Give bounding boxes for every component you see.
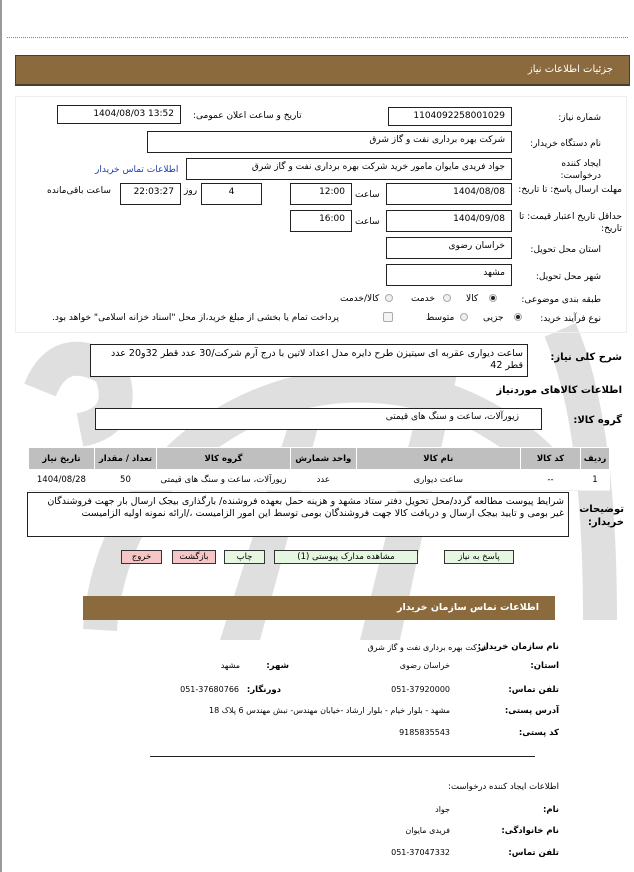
province-field: خراسان رضوی [386,237,512,259]
cell-name: ساعت دیواری [356,470,520,491]
contact-phone-label: تلفن تماس: [508,685,559,695]
table-row [29,470,610,491]
back-button[interactable]: بازگشت [172,550,216,564]
buyer-org-field: شرکت بهره برداری نفت و گاز شرق [147,131,512,153]
price-valid-time-field: 16:00 [290,210,352,232]
goods-table-header [29,448,610,470]
treasury-checkbox-label: پرداخت تمام یا بخشی از مبلغ خرید،از محل "اسناد خزانه اسلامی" خواهد بود. [52,313,340,323]
col-row: ردیف [581,448,610,470]
remaining-time-field: 22:03:27 [120,183,181,205]
page-border [0,0,2,872]
price-valid-label: حداقل تاریخ اعتبار قیمت: تا تاریخ: [519,212,622,234]
cell-qty: 50 [94,470,156,491]
cell-group: زیورآلات، ساعت و سنگ های قیمتی [157,470,291,491]
buyer-org-label: نام دستگاه خریدار: [530,139,601,149]
creator-last-name-label: نام خانوادگی: [501,826,559,836]
announce-label: تاریخ و ساعت اعلان عمومی: [193,111,302,121]
creator-info-title: اطلاعات ایجاد کننده درخواست: [448,782,559,792]
contact-city-label: شهر: [266,661,289,671]
creator-phone-value: 051-37047332 [391,848,450,857]
contact-province-value: خراسان رضوی [399,661,450,670]
deadline-label: مهلت ارسال پاسخ: تا تاریخ: [518,185,622,195]
contact-address-label: آدرس پستی: [504,706,559,716]
creator-phone-label: تلفن تماس: [508,848,559,858]
goods-group-label: گروه کالا: [573,415,622,426]
buyer-notes-field: شرایط پیوست مطالعه گردد/محل تحویل دفتر ستاد مشهد و هزینه حمل بعهده فروشنده/ بارگذاری بیجک ارسال بار جهت فروشندگان غیر بومی و تایید بیجک ارسال و دریافت کالا جهت فروشندگان بومی توسط این امور الزامیست ،/ارائه نمونه اولیه الزامیست [27,492,569,537]
contact-org-value: شرکت بهره برداری نفت و گاز شرق [367,643,488,652]
creator-first-name-label: نام: [542,805,559,815]
contact-postal-value: 9185835543 [399,728,450,737]
process-radio-medium[interactable] [460,313,468,321]
deadline-date-field: 1404/08/08 [386,183,512,205]
remaining-label: ساعت باقی‌مانده [47,186,111,196]
print-button[interactable]: چاپ [224,550,265,564]
category-radio-service[interactable] [443,294,451,302]
category-option-service: خدمت [411,294,435,304]
top-divider [7,37,628,38]
creator-label: ایجاد کننده درخواست: [560,159,601,181]
contact-city-value: مشهد [220,661,240,670]
creator-field: جواد فریدی مایوان مامور خرید شرکت بهره برداری نفت و گاز شرق [186,158,512,180]
contact-org-label: نام سازمان خریدار: [477,642,559,652]
buyer-notes-label: توضیحات خریدار: [579,504,624,528]
exit-button[interactable]: خروج [121,550,162,564]
contact-fax-label: دورنگار: [246,685,281,695]
col-group: گروه کالا [157,448,291,470]
details-header [15,55,630,86]
col-unit: واحد شمارش [290,448,356,470]
price-valid-date-field: 1404/09/08 [386,210,512,232]
contact-address-value: مشهد - بلوار خیام - بلوار ارشاد -خیابان مهندس- نبش مهندس 6 پلاک 18 [209,706,450,715]
contact-divider [150,756,535,757]
process-option-minor: جزیی [483,313,504,323]
col-qty: تعداد / مقدار [94,448,156,470]
col-name: نام کالا [356,448,520,470]
contact-phone-value: 051-37920000 [391,685,450,694]
category-option-both: کالا/خدمت [340,294,380,304]
col-code: کد کالا [520,448,580,470]
treasury-checkbox[interactable] [383,312,393,322]
process-radio-minor[interactable] [514,313,522,321]
details-title: جزئیات اطلاعات نیاز [527,64,613,75]
contact-header [83,596,555,620]
category-label: طبقه بندی موضوعی: [521,295,601,305]
contact-fax-value: 051-37680766 [180,685,239,694]
cell-date: 1404/08/28 [29,470,95,491]
city-field: مشهد [386,264,512,286]
need-number-label: شماره نیاز: [558,113,601,123]
day-label: روز [184,186,198,196]
process-option-medium: متوسط [426,313,455,323]
deadline-time-label: ساعت [355,190,380,200]
goods-group-field: زیورآلات، ساعت و سنگ های قیمتی [95,408,542,430]
announce-field: 1404/08/03 13:52 [57,105,181,124]
city-label: شهر محل تحویل: [535,272,601,282]
process-label: نوع فرآیند خرید: [540,314,601,324]
province-label: استان محل تحویل: [530,245,601,255]
contact-postal-label: کد پستی: [518,728,559,738]
reply-button[interactable]: پاسخ به نیاز [444,550,514,564]
buyer-contact-link[interactable]: اطلاعات تماس خریدار [95,165,179,175]
attachments-button[interactable]: مشاهده مدارک پیوستی (1) [274,550,418,564]
cell-row: 1 [581,470,610,491]
category-radio-goods[interactable] [489,294,497,302]
category-radio-both[interactable] [385,294,393,302]
contact-province-label: استان: [530,661,559,671]
summary-field: ساعت دیواری عقربه ای سیتیزن طرح دایره مدل اعداد لاتین با درج آرم شرکت/30 عدد قطر 32و20 عدد قطر 42 [90,344,528,377]
cell-code: -- [520,470,580,491]
days-remaining-field: 4 [201,183,262,205]
col-date: تاریخ نیاز [29,448,95,470]
need-number-field: 1104092258001029 [388,107,512,126]
summary-label: شرح کلی نیاز: [550,352,622,363]
deadline-time-field: 12:00 [290,183,352,205]
price-valid-time-label: ساعت [355,217,380,227]
contact-title: اطلاعات تماس سازمان خریدار [396,602,539,613]
creator-last-name-value: فریدی مایوان [405,826,450,835]
creator-first-name-value: جواد [435,805,450,814]
cell-unit: عدد [290,470,356,491]
goods-section-title: اطلاعات کالاهای موردنیاز [496,385,622,396]
category-option-goods: کالا [466,294,479,304]
goods-table [28,447,610,491]
